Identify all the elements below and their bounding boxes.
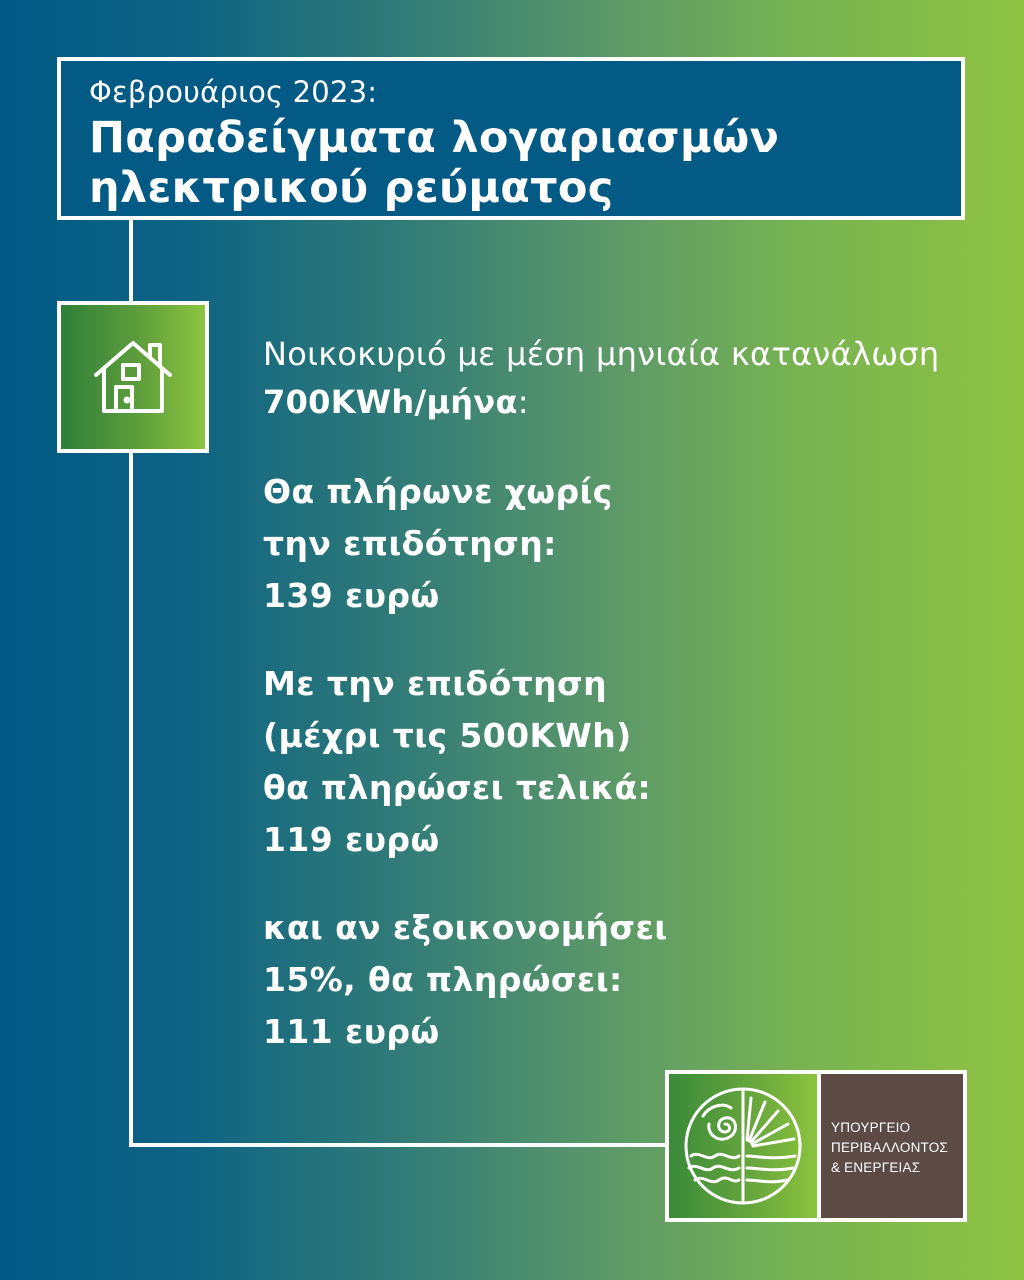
ministry-emblem-icon — [681, 1084, 805, 1208]
ministry-name-line: & ΕΝΕΡΓΕΙΑΣ — [831, 1160, 921, 1175]
block-line: 15%, θα πληρώσει: — [263, 960, 623, 999]
block-line: την επιδότηση: — [263, 524, 557, 563]
block-price: 139 ευρώ — [263, 576, 440, 615]
block-line: (μέχρι τις 500KWh) — [263, 716, 632, 755]
connector-horizontal-line — [129, 1143, 669, 1147]
block-price: 119 ευρώ — [263, 820, 440, 859]
ministry-name-line: ΠΕΡΙΒΑΛΛΟΝΤΟΣ — [831, 1140, 948, 1155]
block-line: και αν εξοικονομήσει — [263, 908, 668, 947]
price-block-with-subsidy — [263, 658, 983, 866]
intro-text-end: : — [517, 383, 529, 421]
ministry-emblem-box — [669, 1074, 821, 1218]
intro-text — [263, 330, 983, 426]
house-icon — [92, 337, 174, 417]
house-icon-box — [57, 301, 209, 453]
intro-consumption-value: 700KWh/μήνα — [263, 383, 518, 421]
price-block-with-savings — [263, 902, 983, 1058]
ministry-name — [821, 1074, 963, 1218]
ministry-name-line: ΥΠΟΥΡΓΕΙΟ — [831, 1120, 911, 1135]
block-line: Θα πλήρωνε χωρίς — [263, 472, 613, 511]
intro-text-start: Νοικοκυριό με μέση μηνιαία κατανάλωση — [263, 335, 940, 373]
page-title: Παραδείγματα λογαριασμών ηλεκτρικού ρεύματος — [89, 113, 780, 213]
page-subtitle: Φεβρουάριος 2023: — [89, 75, 378, 109]
block-line: Με την επιδότηση — [263, 664, 608, 703]
price-block-without-subsidy — [263, 466, 983, 622]
title-box — [57, 57, 965, 220]
block-line: θα πληρώσει τελικά: — [263, 768, 652, 807]
block-price: 111 ευρώ — [263, 1012, 440, 1051]
ministry-logo — [665, 1070, 967, 1222]
